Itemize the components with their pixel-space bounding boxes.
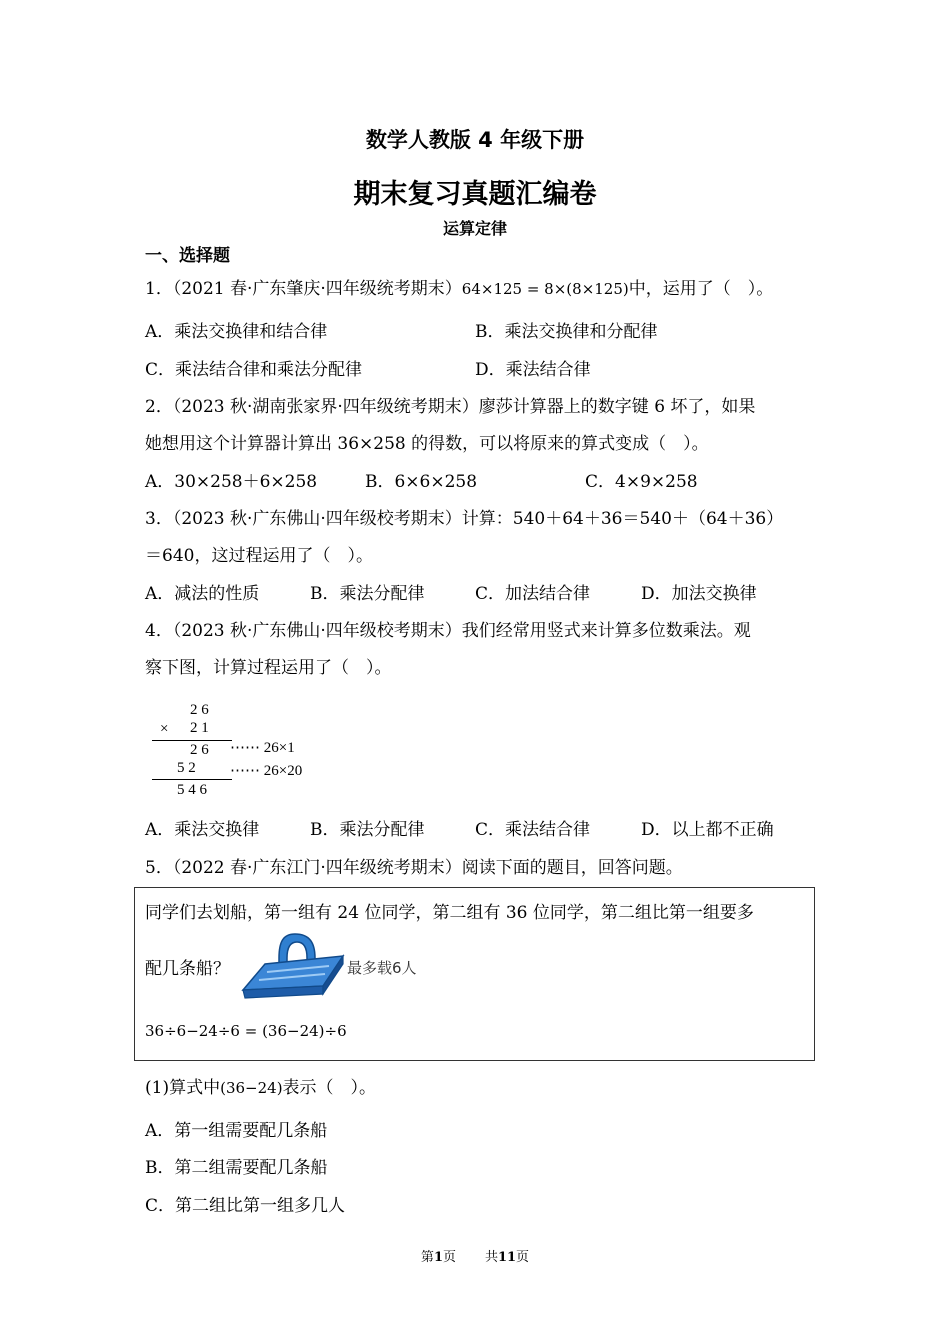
q5-problem-box bbox=[134, 887, 815, 1061]
q2-option-b: B．6×6×258 bbox=[365, 472, 478, 492]
page-title: 期末复习真题汇编卷 bbox=[353, 179, 597, 210]
q1-formula: 64×125 = 8×(8×125) bbox=[461, 280, 629, 298]
q1-tail: 中，运用了（ ）。 bbox=[628, 279, 774, 299]
vc-partial-2: 5 2 bbox=[177, 760, 196, 776]
page-topic: 运算定律 bbox=[442, 219, 507, 238]
q2-option-c: C．4×9×258 bbox=[585, 472, 698, 492]
footer-total-prefix: 共 bbox=[484, 1250, 498, 1265]
q2-line-1: 2．（2023 秋·湖南张家界·四年级统考期末）廖莎计算器上的数字键 6 坏了，如果 bbox=[145, 397, 756, 417]
q4-option-b: B．乘法分配律 bbox=[310, 820, 425, 840]
vc-partial-1-note: ⋯⋯ 26×1 bbox=[230, 740, 295, 756]
vc-partial-1: 2 6 bbox=[190, 742, 209, 758]
q1-option-a: A．乘法交换律和结合律 bbox=[145, 322, 328, 342]
q1-option-b: B．乘法交换律和分配律 bbox=[475, 322, 658, 342]
footer-page-prefix: 第 bbox=[420, 1250, 434, 1265]
q5-sub1-prefix: (1)算式中 bbox=[145, 1078, 221, 1098]
q4-line-2: 察下图，计算过程运用了（ ）。 bbox=[145, 658, 392, 678]
vc-top-number: 2 6 bbox=[190, 702, 209, 718]
q3-option-c: C．加法结合律 bbox=[475, 584, 591, 604]
q5-box-line-2: 配几条船？ bbox=[145, 959, 230, 979]
page-footer bbox=[0, 1246, 950, 1265]
vc-result: 5 4 6 bbox=[177, 782, 207, 798]
q2-line-2: 她想用这个计算器计算出 36×258 的得数，可以将原来的算式变成（ ）。 bbox=[145, 434, 709, 454]
q5-option-b: B．第二组需要配几条船 bbox=[145, 1158, 328, 1178]
q5-option-c: C．第二组比第一组多几人 bbox=[145, 1196, 346, 1216]
q5-box-formula: 36÷6−24÷6 = (36−24)÷6 bbox=[145, 1022, 347, 1040]
q3-line-2: ＝640，这过程运用了（ ）。 bbox=[145, 546, 373, 566]
q5-option-a: A．第一组需要配几条船 bbox=[145, 1121, 328, 1141]
question-1-stem bbox=[145, 278, 773, 300]
q1-option-d: D．乘法结合律 bbox=[475, 360, 591, 380]
q3-option-a: A．减法的性质 bbox=[145, 584, 260, 604]
vc-second-number: 2 1 bbox=[190, 720, 209, 736]
q3-option-d: D．加法交换律 bbox=[641, 584, 757, 604]
boat-caption: 最多载6人 bbox=[347, 959, 417, 977]
boat-icon bbox=[239, 928, 351, 1002]
footer-page-suffix: 页 bbox=[442, 1250, 456, 1265]
q4-option-a: A．乘法交换律 bbox=[145, 820, 260, 840]
footer-total-suffix: 页 bbox=[516, 1250, 530, 1265]
q4-option-c: C．乘法结合律 bbox=[475, 820, 591, 840]
vc-rule-1 bbox=[152, 740, 232, 741]
q5-sub1-tail: 表示（ ）。 bbox=[282, 1078, 377, 1098]
vc-times-sign: × bbox=[160, 721, 169, 737]
q3-option-b: B．乘法分配律 bbox=[310, 584, 425, 604]
page-subtitle: 数学人教版 4 年级下册 bbox=[365, 128, 585, 152]
footer-total-num: 11 bbox=[497, 1250, 517, 1265]
q1-stem-text: 1．（2021 春·广东肇庆·四年级统考期末） bbox=[145, 279, 462, 299]
vc-partial-2-note: ⋯⋯ 26×20 bbox=[230, 763, 303, 779]
q4-option-d: D．以上都不正确 bbox=[641, 820, 774, 840]
section-heading: 一、选择题 bbox=[145, 246, 230, 266]
q4-line-1: 4．（2023 秋·广东佛山·四年级校考期末）我们经常用竖式来计算多位数乘法。观 bbox=[145, 621, 751, 641]
q2-option-a: A．30×258＋6×258 bbox=[145, 472, 318, 492]
vc-rule-2 bbox=[152, 779, 232, 780]
q5-stem: 5．（2022 春·广东江门·四年级统考期末）阅读下面的题目，回答问题。 bbox=[145, 858, 683, 878]
q5-sub1-formula: (36−24) bbox=[220, 1079, 283, 1097]
footer-page-num: 1 bbox=[433, 1250, 443, 1265]
q5-sub1 bbox=[145, 1077, 376, 1099]
vertical-multiplication bbox=[150, 700, 350, 805]
q3-line-1: 3．（2023 秋·广东佛山·四年级校考期末）计算：540＋64＋36＝540＋（64＋36） bbox=[145, 509, 784, 529]
q1-option-c: C．乘法结合律和乘法分配律 bbox=[145, 360, 363, 380]
q5-box-line-1: 同学们去划船，第一组有 24 位同学，第二组有 36 位同学，第二组比第一组要多 bbox=[145, 903, 754, 923]
